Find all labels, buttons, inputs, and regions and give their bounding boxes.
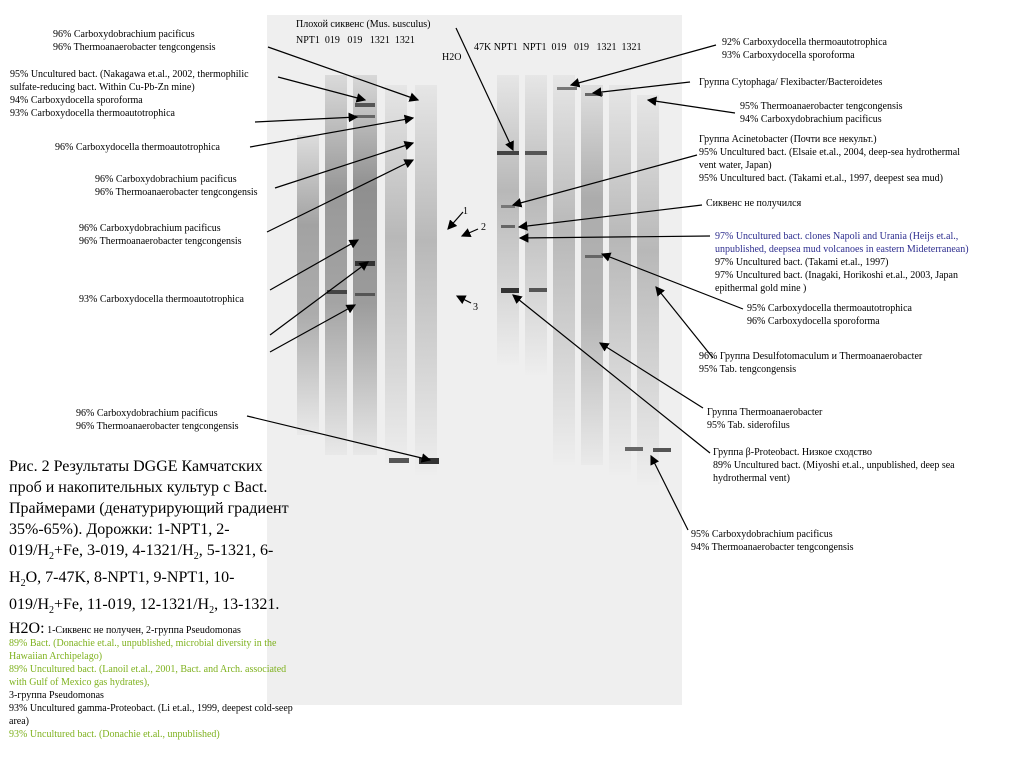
lane-header-h2o: H2O (442, 52, 462, 63)
right-label-11: Группа β-Proteobact. Низкое сходство 89% Uncultured bact. (Miyoshi et.al., unpublished, deep sea hydrothermal vent) (713, 447, 955, 484)
left-label-5: 96% Carboxydobrachium pacificus 96% Thermoanaerobacter tengcongensis (79, 223, 242, 247)
h2o-notes: H2O: 1-Сиквенс не получен, 2-группа Pseudomonas 89% Bact. (Donachie et.al., unpublished, microbial diversity in the Hawaiian Archipelago) 89% Uncultured bact. (Lanoil et.al., 2001, Bact. and Arch. associated with Gulf of Mexico gas hydrates), 3-группа Pseudomonas 93% Uncultured gamma-Proteobact. (Li et.al., 1999, deepest cold-seep area) 93% Uncultured bact. (Donachie et.al., unpublished) (9, 620, 293, 740)
left-label-6: 93% Carboxydocella thermoautotrophica (79, 294, 244, 305)
lane-header-left-title: Плохой сиквенс (Mus. ьusculus) (296, 19, 431, 30)
left-label-3: 96% Carboxydocella thermoautotrophica (55, 142, 220, 153)
right-label-5: Сиквенс не получился (706, 198, 802, 209)
marker-3: 3 (473, 302, 478, 313)
right-label-9: 96% Группа Desulfotomaculum и Thermoanaerobacter 95% Tab. tengcongensis (699, 351, 923, 375)
left-label-1: 96% Carboxydobrachium pacificus 96% Thermoanaerobacter tengcongensis (53, 29, 216, 53)
right-label-3: 95% Thermoanaerobacter tengcongensis 94% Carboxydobrachium pacificus (740, 101, 903, 125)
right-label-7: 97% Uncultured bact. (Takami et.al., 1997) 97% Uncultured bact. (Inagaki, Horikoshi et.al., 2003, Japan epithermal gold mine ) (715, 257, 958, 294)
right-label-4: Группа Acinetobacter (Почти все некульт.) 95% Uncultured bact. (Elsaie et.al., 2004, deep-sea hydrothermal vent water, Japan) 95% Uncultured bact. (Takami et.al., 1997, deepest sea mud) (699, 134, 961, 184)
left-label-4: 96% Carboxydobrachium pacificus 96% Thermoanaerobacter tengcongensis (95, 174, 258, 198)
right-label-8: 95% Carboxydocella thermoautotrophica 96% Carboxydocella sporoforma (747, 303, 912, 327)
left-label-2: 95% Uncultured bact. (Nakagawa et.al., 2002, thermophilic sulfate-reducing bact. Within Cu-Pb-Zn mine) 94% Carboxydocella sporoforma 93% Carboxydocella thermoautotrophica (10, 69, 249, 119)
h2o-notes-title: H2O: (9, 620, 45, 637)
lane-header-right: 47K NPT1 NPT1 019 019 1321 1321 (474, 42, 642, 53)
right-label-1: 92% Carboxydocella thermoautotrophica 93% Carboxydocella sporoforma (722, 37, 887, 61)
marker-2: 2 (481, 222, 486, 233)
right-label-6: 97% Uncultured bact. clones Napoli and Urania (Heijs et.al., unpublished, deepsea mud volcanoes in eastern Mideterranean) (715, 231, 969, 255)
right-label-10: Группа Thermoanaerobacter 95% Tab. siderofilus (707, 407, 823, 431)
marker-1: 1 (463, 206, 468, 217)
right-label-2: Группа Cytophaga/ Flexibacter/Bacteroidetes (699, 77, 883, 88)
dgge-gel-image (267, 15, 682, 705)
lane-header-left: NPT1 019 019 1321 1321 (296, 35, 415, 46)
figure-caption: Рис. 2 Результаты DGGE Камчатских проб и накопительных культур с Bact. Праймерами (денатурирующий градиент 35%-65%). Дорожки: 1-NPT1, $2-019/H_2+Fe$, 3-019, $4-1321/H_2$, 5-1321, $6-H_2O$, 7-47K, 8-NPT1, 9-NPT1, $10-019/H_2+Fe$, 11-019, $12-1321/H_2$, 13-1321. (9, 458, 289, 617)
right-label-12: 95% Carboxydobrachium pacificus 94% Thermoanaerobacter tengcongensis (691, 529, 854, 553)
left-label-7: 96% Carboxydobrachium pacificus 96% Thermoanaerobacter tengcongensis (76, 408, 239, 432)
